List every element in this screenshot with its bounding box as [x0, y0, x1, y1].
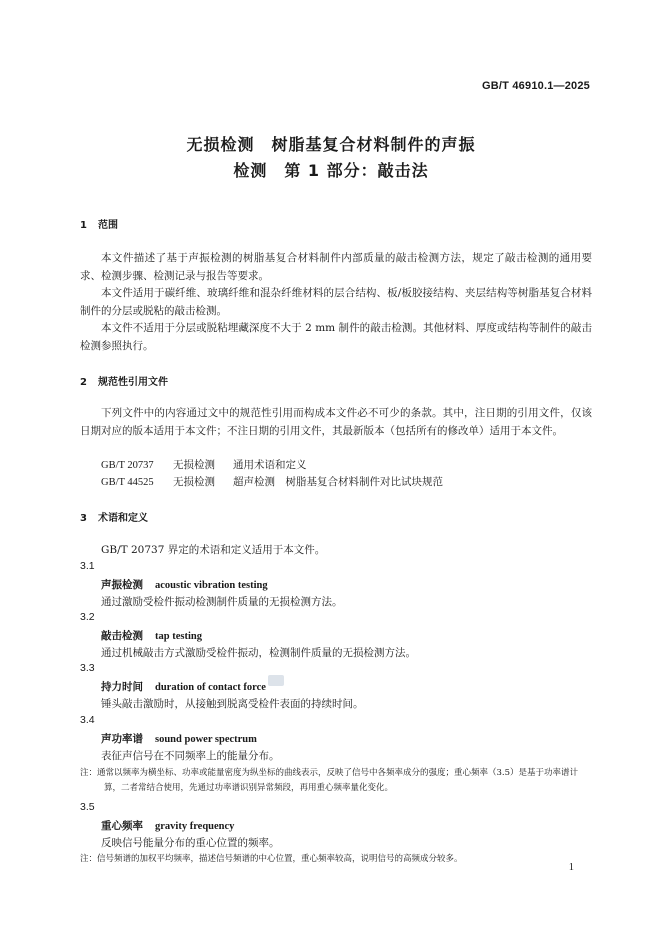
section-number: 1: [80, 220, 87, 231]
term-zh: 声振检测: [101, 579, 143, 591]
reference-title-part: 无损检测: [173, 459, 215, 471]
term-note: 注：信号频谱的加权平均频率，描述信号频谱的中心位置，重心频率较高，说明信号的高频成分较多。: [80, 854, 463, 864]
term-heading: [101, 577, 268, 592]
term-definition: 通过激励受检件振动检测制件质量的无损检测方法。: [101, 596, 343, 608]
term-zh: 敲击检测: [101, 630, 143, 642]
term-note: 注：通常以频率为横坐标、功率或能量密度为纵坐标的曲线表示，反映了信号中各频率成分的强度；重心频率（3.5）是基于功率谱计算，二者常结合使用，先通过功率谱识别异常频段，再用重心频率量化变化。: [80, 768, 579, 793]
term-en: duration of contact force: [155, 682, 266, 693]
term-en: acoustic vibration testing: [155, 580, 268, 591]
standard-number: GB/T 46910.1—2025: [482, 80, 590, 92]
term-number: 3.2: [80, 611, 95, 623]
reference-code: GB/T 44525: [101, 477, 154, 488]
section-number: 3: [80, 513, 87, 524]
scope-paragraph-3: 本文件不适用于分层或脱粘埋藏深度不大于 2 mm 制件的敲击检测。其他材料、厚度或结构等制件的敲击检测参照执行。: [80, 322, 592, 352]
section-title: 规范性引用文件: [98, 377, 168, 388]
term-en: gravity frequency: [155, 821, 235, 832]
term-definition: 通过机械敲击方式激励受检件振动，检测制件质量的无损检测方法。: [101, 647, 416, 659]
term-en: sound power spectrum: [155, 734, 257, 745]
term-number: 3.1: [80, 560, 95, 572]
term-heading: [101, 679, 266, 694]
page-number: 1: [568, 862, 574, 873]
term-definition: 表征声信号在不同频率上的能量分布。: [101, 750, 280, 762]
term-definition: 锤头敲击激励时，从接触到脱离受检件表面的持续时间。: [101, 698, 364, 710]
term-heading: [101, 628, 202, 643]
reference-item: [101, 474, 443, 489]
section-title: 术语和定义: [98, 513, 148, 524]
term-definition: 反映信号能量分布的重心位置的频率。: [101, 837, 280, 849]
terms-intro: GB/T 20737 界定的术语和定义适用于本文件。: [101, 544, 326, 556]
watermark-icon: [268, 675, 284, 686]
section-title: 范围: [98, 220, 118, 231]
term-zh: 持力时间: [101, 681, 143, 693]
scope-paragraph-1: 本文件描述了基于声振检测的树脂基复合材料制件内部质量的敲击检测方法，规定了敲击检测的通用要求、检测步骤、检测记录与报告等要求。: [80, 252, 592, 282]
reference-title-part: 超声检测 树脂基复合材料制件对比试块规范: [233, 476, 443, 488]
reference-code: GB/T 20737: [101, 460, 154, 471]
term-number: 3.5: [80, 801, 95, 813]
document-title-line-1: 无损检测 树脂基复合材料制件的声振: [186, 135, 476, 154]
term-heading: [101, 731, 257, 746]
term-heading: [101, 818, 234, 833]
term-en: tap testing: [155, 631, 202, 642]
term-zh: 重心频率: [101, 820, 143, 832]
reference-title-part: 通用术语和定义: [233, 459, 307, 471]
section-heading-terms: [80, 509, 148, 524]
section-number: 2: [80, 377, 87, 388]
term-zh: 声功率谱: [101, 733, 143, 745]
scope-paragraph-2: 本文件适用于碳纤维、玻璃纤维和混杂纤维材料的层合结构、板/板胶接结构、夹层结构等树脂基复合材料制件的分层或脱粘的敲击检测。: [80, 287, 592, 317]
section-heading-scope: [80, 216, 118, 231]
term-number: 3.3: [80, 662, 95, 674]
reference-title-part: 无损检测: [173, 476, 215, 488]
document-title-line-2: 检测 第 1 部分：敲击法: [233, 161, 429, 180]
references-paragraph: 下列文件中的内容通过文中的规范性引用而构成本文件必不可少的条款。其中，注日期的引用文件，仅该日期对应的版本适用于本文件；不注日期的引用文件，其最新版本（包括所有的修改单）适用于本文件。: [80, 407, 592, 437]
term-number: 3.4: [80, 714, 95, 726]
reference-item: [101, 457, 307, 472]
section-heading-normative-references: [80, 373, 168, 388]
